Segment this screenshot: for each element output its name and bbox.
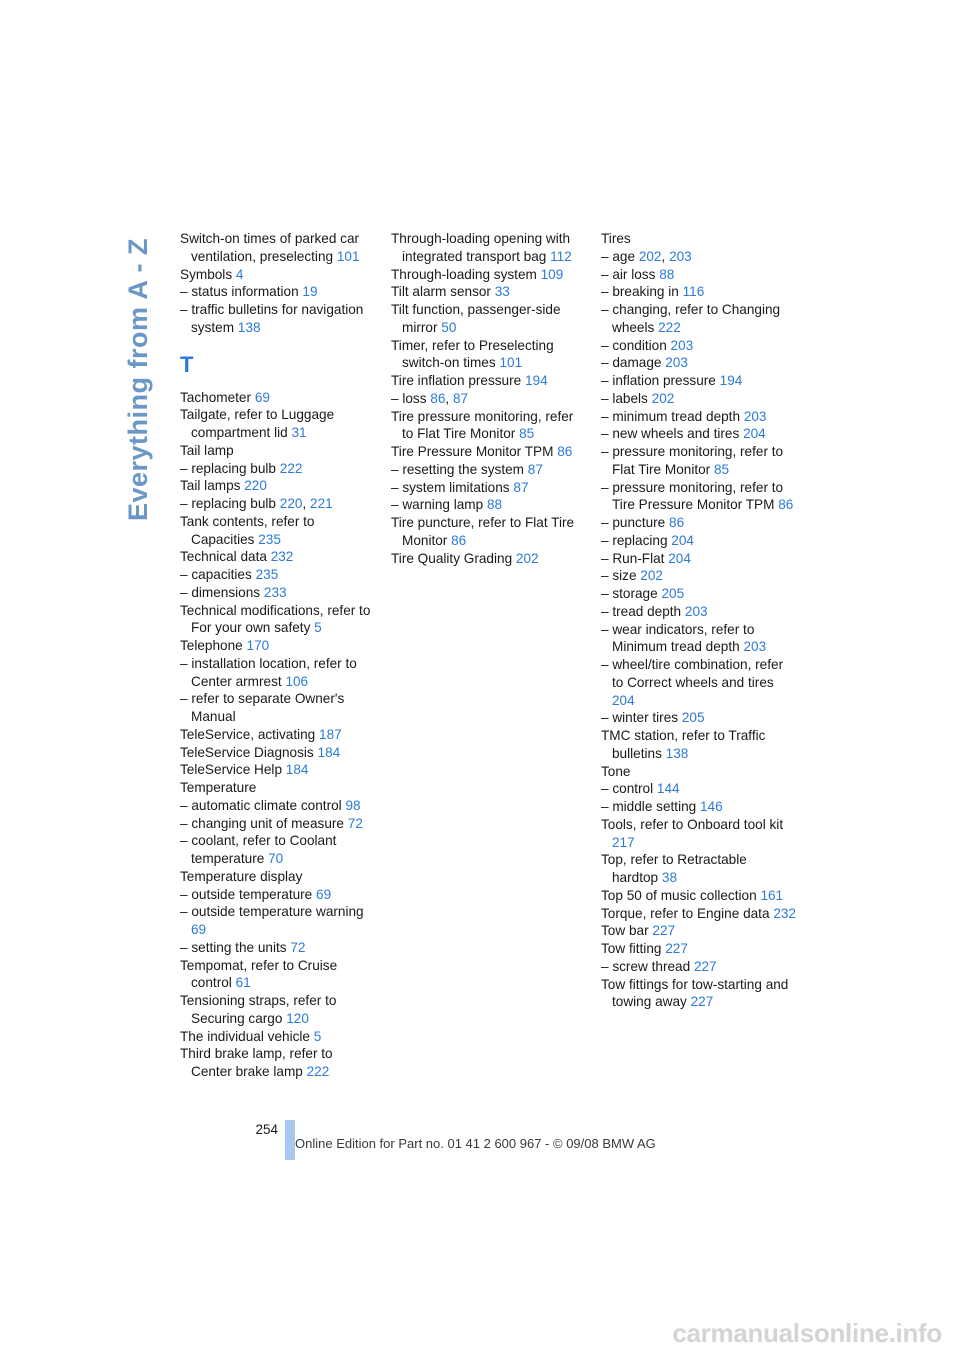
index-entry-term: Top, refer to Retractable hardtop: [601, 852, 747, 885]
index-entry: [180, 992, 375, 1028]
index-entry: [391, 550, 586, 568]
index-entry-term: Through-loading system: [391, 266, 537, 282]
index-entry-term: – dimensions: [180, 584, 261, 600]
index-entry: [601, 408, 796, 426]
page-reference-link[interactable]: 86: [557, 444, 573, 459]
index-entry-term: Tire Pressure Monitor TPM: [391, 444, 554, 459]
page-reference-link[interactable]: 227: [652, 923, 676, 939]
index-entry: [180, 566, 375, 584]
index-column-2: [391, 230, 586, 567]
index-entry-term: Third brake lamp, refer to Center brake lamp: [180, 1046, 333, 1079]
index-entry: [180, 637, 375, 655]
index-entry-term: – pressure monitoring, refer to Flat Tire Monitor: [601, 444, 784, 477]
index-entry-term: Telephone: [180, 638, 243, 653]
page-reference-link[interactable]: 70: [268, 851, 284, 866]
index-entry: [180, 939, 375, 957]
index-entry: [601, 337, 796, 355]
page-reference-link[interactable]: 50: [441, 319, 457, 335]
index-entry: [601, 816, 796, 852]
index-entry-term: – status information: [180, 284, 299, 300]
index-entry-term: – capacities: [180, 567, 252, 582]
index-entry: [180, 477, 375, 495]
index-entry: [180, 779, 375, 797]
index-entry-term: Temperature: [180, 780, 257, 795]
page-reference-link[interactable]: 203: [684, 603, 708, 619]
index-entry: [601, 550, 796, 568]
index-entry-term: Tools, refer to Onboard tool kit: [601, 816, 784, 832]
index-entry: [601, 585, 796, 603]
page-reference-link[interactable]: 120: [286, 1010, 309, 1026]
index-entry-term: – resetting the system: [391, 461, 524, 477]
index-entry-term: Torque, refer to Engine data: [601, 905, 770, 921]
page-reference-link[interactable]: 184: [317, 744, 341, 760]
index-entry: [601, 301, 796, 337]
index-entry: [180, 513, 375, 549]
index-entry-term: – damage: [601, 355, 662, 371]
page-reference-link[interactable]: 205: [681, 710, 705, 726]
page-reference-link[interactable]: 88: [486, 497, 503, 513]
page-reference-link[interactable]: 138: [237, 319, 261, 335]
page-reference-link[interactable]: 202: [638, 248, 662, 264]
page-reference-link[interactable]: 187: [319, 726, 342, 742]
index-entry-term: The individual vehicle: [180, 1028, 310, 1044]
index-entry: – replacing bulb 220, 221: [180, 496, 333, 511]
index-entry-term: Tail lamp: [180, 442, 234, 458]
side-section-title: [122, 230, 156, 528]
index-entry-term: Tire puncture, refer to Flat Tire Monitor: [391, 515, 575, 548]
index-entry-term: – changing unit of measure: [180, 815, 344, 831]
page-reference-link[interactable]: 33: [494, 284, 510, 300]
index-entry-term: – wheel/tire combination, refer to Correct wheels and tires: [601, 657, 784, 690]
index-letter-heading: T: [180, 351, 194, 377]
side-section-title-text: Everything from A - Z: [123, 237, 154, 521]
index-entry: [180, 761, 375, 779]
index-entry: [180, 815, 375, 833]
index-entry-term: Tow bar: [601, 923, 649, 939]
page-reference-link[interactable]: 235: [255, 567, 279, 582]
index-entry: [601, 266, 796, 284]
index-entry: [601, 443, 796, 479]
index-entry-term: Timer, refer to Preselecting switch-on times: [391, 337, 554, 371]
index-entry-term: – puncture: [601, 515, 666, 530]
page-reference-link[interactable]: 227: [665, 941, 688, 956]
index-entry: [180, 744, 375, 762]
index-entry-term: Temperature display: [180, 868, 303, 884]
index-entry: [180, 548, 375, 566]
page-reference-link[interactable]: 72: [290, 939, 306, 955]
index-entry: [180, 584, 375, 602]
page-reference-link[interactable]: 144: [656, 781, 680, 797]
page-reference-link[interactable]: 170: [246, 638, 270, 653]
index-entry: [601, 727, 796, 763]
index-entry-term: – warning lamp: [391, 497, 484, 513]
index-entry: [391, 266, 586, 284]
index-entry-term: Tempomat, refer to Cruise control: [180, 957, 338, 991]
page-reference-link[interactable]: 205: [661, 586, 685, 601]
index-entry-term: Tilt alarm sensor: [391, 284, 491, 300]
index-entry: [180, 602, 375, 638]
page-reference-link[interactable]: 5: [314, 620, 322, 636]
page-reference-link[interactable]: 86: [451, 532, 467, 548]
index-entry-term: – replacing bulb: [180, 460, 276, 476]
index-entry: [180, 1028, 375, 1046]
index-entry: [601, 976, 796, 1012]
index-entry-term: Tow fittings for tow-starting and towing away: [601, 976, 789, 1010]
index-entry: [391, 479, 586, 497]
index-entry-term: Tilt function, passenger-side mirror: [391, 302, 561, 335]
index-entry: [180, 301, 375, 337]
index-entry-term: – loss: [391, 390, 427, 406]
page-reference-link[interactable]: 227: [690, 994, 714, 1010]
index-entry: [601, 372, 796, 390]
page-reference-link[interactable]: 220: [244, 478, 267, 494]
page-reference-link[interactable]: 220: [279, 496, 303, 511]
page-reference-link[interactable]: 221: [310, 496, 333, 511]
page-reference-link[interactable]: 204: [612, 692, 635, 708]
index-entry: [180, 868, 375, 886]
index-entry: [180, 389, 375, 407]
page-reference-link[interactable]: 61: [235, 975, 251, 991]
index-entry-term: Tank contents, refer to Capacities: [180, 513, 315, 547]
index-entry: [391, 301, 586, 337]
page-reference-link[interactable]: 69: [254, 389, 270, 405]
index-entry-term: – outside temperature: [180, 886, 313, 902]
index-entry: [601, 514, 796, 532]
footer-accent-bar: [285, 1120, 295, 1160]
page-reference-link[interactable]: 204: [743, 426, 766, 442]
index-entry-term: – changing, refer to Changing wheels: [601, 302, 781, 335]
index-entry: [601, 763, 796, 781]
index-entry: [601, 798, 796, 816]
page-reference-link[interactable]: 202: [640, 568, 663, 584]
index-entry-term: – control: [601, 781, 654, 797]
index-entry-term: Tachometer: [180, 389, 252, 405]
page-reference-link[interactable]: 138: [665, 745, 689, 761]
index-entry: [601, 905, 796, 923]
page-reference-link[interactable]: 31: [291, 425, 307, 440]
index-entry: [601, 390, 796, 408]
page-reference-link[interactable]: 235: [258, 531, 281, 547]
index-entry-term: Tire inflation pressure: [391, 373, 522, 388]
index-entry: [601, 851, 796, 887]
index-entry-term: – inflation pressure: [601, 373, 716, 388]
page-reference-link[interactable]: 87: [513, 479, 529, 495]
index-entry: [180, 406, 375, 442]
index-entry: [601, 532, 796, 550]
index-entry-term: TeleService Diagnosis: [180, 744, 314, 760]
index-entry: [180, 442, 375, 460]
page-reference-link[interactable]: 106: [285, 673, 309, 689]
index-entry: [601, 425, 796, 443]
index-entry: [180, 283, 375, 301]
index-entry-term: Tone: [601, 763, 631, 779]
index-entry: [180, 266, 375, 284]
index-entry: [391, 461, 586, 479]
index-entry: [391, 443, 586, 461]
index-entry: [601, 479, 796, 515]
page-reference-link[interactable]: 38: [661, 870, 678, 885]
index-entry-term: Switch-on times of parked car ventilation, preselecting: [180, 231, 360, 264]
index-entry-term: – automatic climate control: [180, 797, 342, 813]
index-entry-term: – setting the units: [180, 939, 287, 955]
index-entry: [391, 408, 586, 444]
index-entry-term: – system limitations: [391, 479, 510, 495]
page-reference-link[interactable]: 88: [659, 266, 675, 282]
page-reference-link[interactable]: 86: [430, 390, 446, 406]
index-entry-term: – Run-Flat: [601, 550, 665, 566]
page-reference-link[interactable]: 86: [669, 515, 685, 530]
index-entry-term: – replacing bulb: [180, 496, 276, 511]
index-entry: [391, 372, 586, 390]
index-entry: [180, 1045, 375, 1081]
index-entry-term: Through-loading opening with integrated transport bag: [391, 231, 571, 264]
index-entry: – loss 86, 87: [391, 390, 469, 406]
page-reference-link[interactable]: 233: [263, 584, 287, 600]
index-entry: [601, 656, 796, 709]
index-entry-term: Technical data: [180, 549, 267, 565]
index-entry-term: – pressure monitoring, refer to Tire Pressure Monitor TPM: [601, 479, 784, 513]
index-entry: [180, 886, 375, 904]
index-entry-term: – tread depth: [601, 603, 682, 619]
page-reference-link[interactable]: 227: [693, 958, 717, 974]
index-entry: [180, 460, 375, 478]
watermark-text: carmanualsonline.info: [672, 1318, 942, 1348]
page-reference-link[interactable]: 222: [279, 460, 303, 476]
page-reference-link[interactable]: 19: [302, 284, 318, 300]
index-entry: [601, 940, 796, 958]
page-reference-link[interactable]: 202: [515, 550, 539, 566]
page-reference-link[interactable]: 4: [235, 266, 244, 282]
page-reference-link[interactable]: 161: [760, 887, 784, 903]
page-reference-link[interactable]: 72: [347, 815, 363, 831]
page-reference-link[interactable]: 232: [270, 549, 294, 565]
index-column-1: [180, 230, 375, 1081]
index-entry: [601, 567, 796, 585]
index-entry-term: – storage: [601, 586, 658, 601]
page-reference-link[interactable]: 101: [336, 248, 360, 264]
page-reference-link[interactable]: 194: [524, 373, 548, 388]
page-reference-link[interactable]: 203: [670, 337, 694, 353]
page-reference-link[interactable]: 204: [671, 532, 694, 548]
page-reference-link[interactable]: 222: [658, 319, 681, 335]
index-entry-term: – replacing: [601, 532, 668, 548]
index-entry-term: – breaking in: [601, 284, 679, 300]
page-reference-link[interactable]: 203: [669, 248, 692, 264]
index-entry: [391, 283, 586, 301]
index-entry: [180, 655, 375, 691]
index-entry: [601, 958, 796, 976]
index-entry-term: Tow fitting: [601, 941, 662, 956]
index-entry-term: Tensioning straps, refer to Securing cargo: [180, 993, 337, 1026]
index-column-3: [601, 230, 796, 1011]
page-number: 254: [255, 1122, 278, 1137]
index-entry-term: – labels: [601, 390, 648, 406]
index-entry: [391, 496, 586, 514]
index-entry: [601, 922, 796, 940]
index-entry: [601, 230, 796, 248]
page-reference-link[interactable]: 87: [527, 461, 543, 477]
page-reference-link[interactable]: 98: [345, 797, 361, 813]
page-reference-link[interactable]: 203: [665, 355, 688, 371]
page-reference-link[interactable]: 203: [743, 408, 767, 424]
page-reference-link[interactable]: 184: [285, 762, 309, 778]
page-reference-link[interactable]: 69: [191, 922, 207, 937]
index-entry: [601, 709, 796, 727]
index-entry: [601, 603, 796, 621]
index-entry: [391, 337, 586, 373]
page-reference-link[interactable]: 202: [651, 390, 675, 406]
index-entry: [601, 354, 796, 372]
index-entry: [180, 957, 375, 993]
page-reference-link[interactable]: 203: [743, 639, 767, 655]
index-entry: [601, 887, 796, 905]
index-entry-term: – winter tires: [601, 710, 679, 726]
index-entry-term: – screw thread: [601, 958, 691, 974]
index-entry-term: Tail lamps: [180, 478, 241, 494]
index-entry-term: – minimum tread depth: [601, 408, 741, 424]
page-reference-link[interactable]: 69: [316, 886, 332, 902]
page-reference-link[interactable]: 116: [682, 284, 705, 300]
index-entry: [391, 514, 586, 550]
index-entry-term: – installation location, refer to Center armrest: [180, 655, 357, 689]
index-entry-term: – wear indicators, refer to Minimum tread depth: [601, 621, 755, 655]
page-reference-link[interactable]: 85: [713, 461, 730, 477]
page-reference-link[interactable]: 112: [550, 248, 572, 264]
index-entry: [180, 832, 375, 868]
page-reference-link[interactable]: 86: [778, 497, 794, 513]
index-entry-term: Top 50 of music collection: [601, 887, 757, 903]
index-entry-term: Tire Quality Grading: [391, 550, 513, 566]
index-entry-term: – outside temperature warning: [180, 904, 364, 920]
page-reference-link[interactable]: 5: [313, 1028, 322, 1044]
index-entry-term: – air loss: [601, 266, 656, 282]
index-entry-term: – middle setting: [601, 799, 697, 814]
index-entry-term: Technical modifications, refer to For your own safety: [180, 602, 371, 636]
index-entry: [180, 690, 375, 726]
index-entry: [601, 283, 796, 301]
index-entry: [180, 797, 375, 815]
page-reference-link[interactable]: 146: [700, 799, 723, 814]
index-entry: [180, 903, 375, 939]
page-reference-link[interactable]: 101: [499, 355, 523, 371]
index-entry-term: TMC station, refer to Traffic bulletins: [601, 728, 766, 761]
page-reference-link[interactable]: 232: [773, 905, 796, 921]
index-entry-term: – coolant, refer to Coolant temperature: [180, 833, 337, 866]
page-reference-link[interactable]: 217: [612, 834, 635, 850]
index-entry: [601, 621, 796, 657]
index-entry-term: Tire pressure monitoring, refer to Flat Tire Monitor: [391, 408, 574, 442]
index-entry: [180, 230, 375, 266]
index-entry-term: Tires: [601, 231, 631, 246]
index-entry-term: TeleService, activating: [180, 726, 316, 742]
index-entry-term: – refer to separate Owner's Manual: [180, 691, 345, 724]
index-entry: [601, 780, 796, 798]
index-entry: [391, 230, 586, 266]
index-entry: – age 202, 203: [601, 248, 692, 264]
page-reference-link[interactable]: 87: [452, 390, 469, 406]
index-entry-term: Tailgate, refer to Luggage compartment lid: [180, 407, 335, 440]
index-entry-term: Symbols: [180, 266, 233, 282]
index-entry-term: – age: [601, 248, 636, 264]
index-entry-term: TeleService Help: [180, 762, 282, 778]
index-entry-term: – size: [601, 568, 637, 584]
index-entry: [180, 726, 375, 744]
index-entry-term: – condition: [601, 337, 667, 353]
page-reference-link[interactable]: 85: [519, 426, 535, 442]
page-reference-link[interactable]: 109: [540, 266, 564, 282]
index-entry-term: – traffic bulletins for navigation system: [180, 302, 364, 335]
page-reference-link[interactable]: 204: [668, 550, 691, 566]
page-reference-link[interactable]: 194: [719, 373, 743, 388]
index-entry-term: – new wheels and tires: [601, 426, 740, 442]
footer-edition-text: Online Edition for Part no. 01 41 2 600 967 - © 09/08 BMW AG: [295, 1136, 656, 1151]
page-reference-link[interactable]: 222: [306, 1064, 330, 1079]
